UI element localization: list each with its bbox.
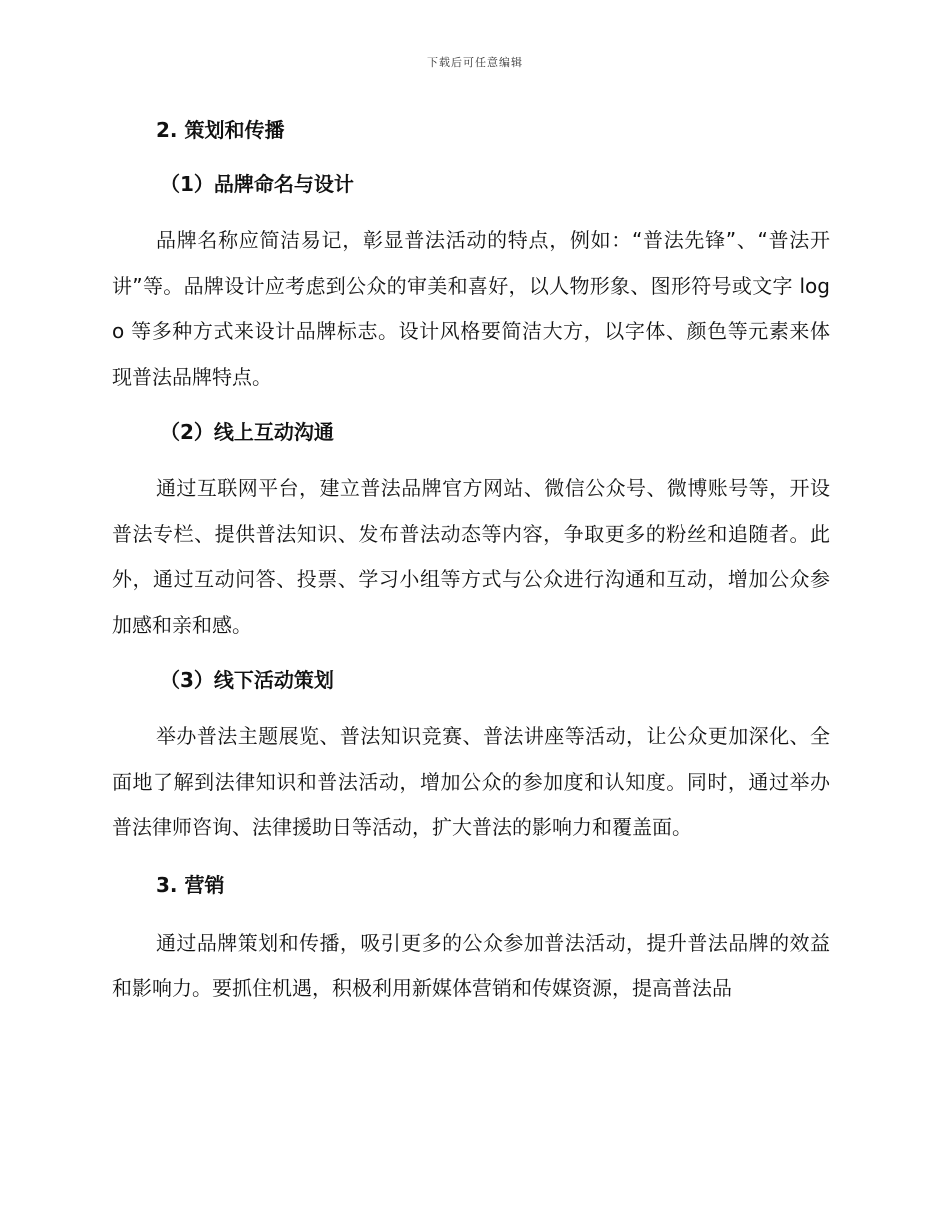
header-note: 下载后可任意编辑 [427, 56, 523, 69]
paragraph-marketing: 通过品牌策划和传播，吸引更多的公众参加普法活动，提升普法品牌的效益和影响力。要抓住机遇，积极利用新媒体营销和传媒资源，提高普法品 [112, 930, 830, 1000]
section-heading-planning: 2. 策划和传播 [156, 118, 285, 142]
subheading-online-interaction: （2）线上互动沟通 [160, 420, 334, 444]
paragraph-offline-activities: 举办普法主题展览、普法知识竞赛、普法讲座等活动，让公众更加深化、全面地了解到法律知识和普法活动，增加公众的参加度和认知度。同时，通过举办普法律师咨询、法律援助日等活动，扩大普法的影响力和覆盖面。 [112, 724, 830, 839]
subheading-offline-activities: （3）线下活动策划 [160, 668, 334, 692]
paragraph-online-interaction: 通过互联网平台，建立普法品牌官方网站、微信公众号、微博账号等，开设普法专栏、提供普法知识、发布普法动态等内容，争取更多的粉丝和追随者。此外，通过互动问答、投票、学习小组等方式与公众进行沟通和互动，增加公众参加感和亲和感。 [112, 476, 830, 637]
document-body [112, 108, 830, 1012]
paragraph-brand-naming: 品牌名称应简洁易记，彰显普法活动的特点，例如：“普法先锋”、“普法开讲”等。品牌设计应考虑到公众的审美和喜好，以人物形象、图形符号或文字 logo 等多种方式来设计品牌标志。设计风格要简洁大方，以字体、颜色等元素来体现普法品牌特点。 [112, 228, 830, 389]
subheading-brand-naming: （1）品牌命名与设计 [160, 172, 354, 196]
section-heading-marketing: 3. 营销 [156, 872, 225, 897]
